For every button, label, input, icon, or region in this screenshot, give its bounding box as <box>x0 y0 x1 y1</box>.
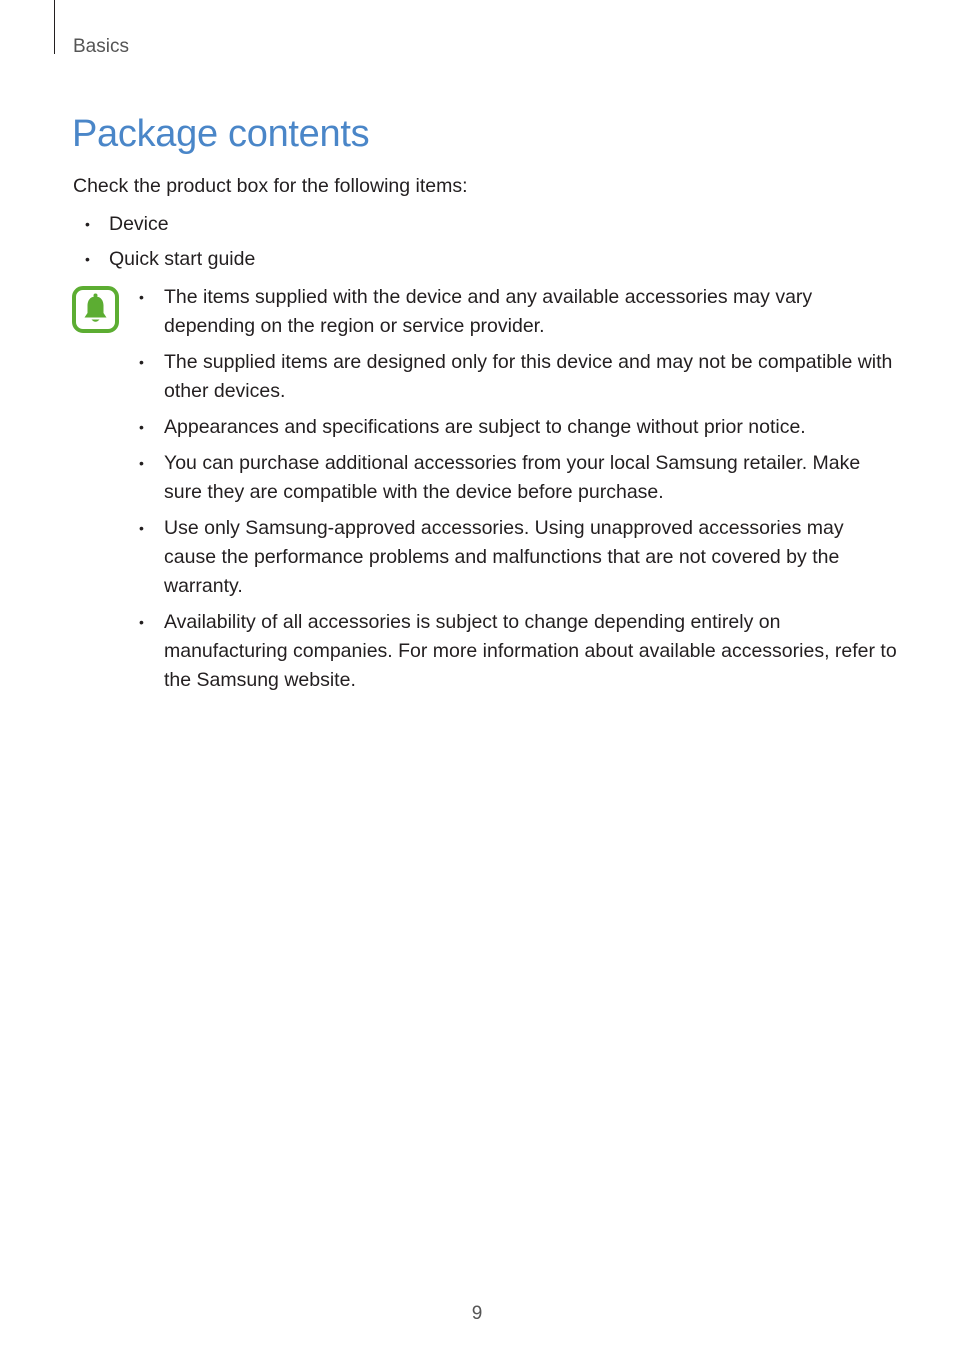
note-item-text: You can purchase additional accessories from your local Samsung retailer. Make sure they are compatible with the device before purchase. <box>164 452 861 503</box>
bullet: • <box>139 614 144 630</box>
list-item <box>73 210 255 238</box>
note-item-text: The supplied items are designed only for this device and may not be compatible with other devices. <box>164 351 893 402</box>
page-number: 9 <box>471 1303 483 1324</box>
note-item <box>128 608 898 695</box>
note-list <box>128 283 898 702</box>
notification-bell-icon <box>72 286 119 333</box>
bullet: • <box>139 455 144 471</box>
note-item-text: The items supplied with the device and any available accessories may vary depending on the region or service provider. <box>164 286 813 337</box>
page-title: Package contents <box>72 113 370 155</box>
note-item-text: Appearances and specifications are subject to change without prior notice. <box>164 416 806 438</box>
note-item <box>128 348 898 406</box>
bullet: • <box>85 216 90 232</box>
bullet: • <box>139 419 144 435</box>
bullet: • <box>139 520 144 536</box>
section-label: Basics <box>73 36 129 57</box>
intro-text: Check the product box for the following items: <box>73 175 468 197</box>
bullet: • <box>85 251 90 267</box>
note-item-text: Use only Samsung-approved accessories. Using unapproved accessories may cause the performance problems and malfunctions that are not covered by the warranty. <box>164 517 844 597</box>
bullet: • <box>139 289 144 305</box>
note-item-text: Availability of all accessories is subject to change depending entirely on manufacturing companies. For more information about available accessories, refer to the Samsung website. <box>164 611 897 691</box>
note-item <box>128 449 898 507</box>
list-item-text: Device <box>109 213 169 235</box>
list-item <box>73 245 255 273</box>
note-item <box>128 413 898 442</box>
note-item <box>128 283 898 341</box>
page-edge-rule <box>54 0 55 54</box>
note-item <box>128 514 898 601</box>
list-item-text: Quick start guide <box>109 248 256 270</box>
bullet: • <box>139 354 144 370</box>
package-items-list <box>73 210 255 280</box>
